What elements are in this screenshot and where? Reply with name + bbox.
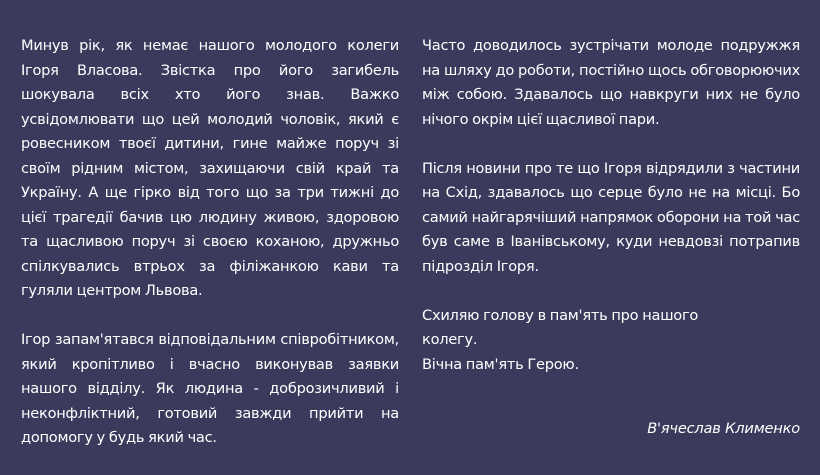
left-paragraph-1: Минув рік, як немає нашого молодого колеги Ігоря Власова. Звістка про його загибель шокувала всіх хто його знав. Важко усвідомлювати що цей молодий чоловік, який є ровесником твоєї дитини, гине майже поруч зі своїм рідним містом, захищаючи свій край та Україну. А ще гірко від того що за три тижні до цієї трагедії бачив цю людину живою, здоровою та щасливою поруч зі своєю коханою, дружньо спілкувались втрьох за філіжанкою кави та гуляли центром Львова. [21,37,399,299]
tribute-line-2: колегу. [422,331,478,348]
right-column [422,34,800,402]
tribute-line-3: Вічна пам'ять Герою. [422,355,579,373]
right-paragraph-1: Часто доводилось зустрічати молоде подружжя на шляху до роботи, постійно щось обговорюючих між собою. Здавалось що навкруги них не було нічого окрім цієї щасливої пари. [422,37,800,128]
author-signature: В'ячеслав Клименко [647,420,800,437]
left-column [21,34,399,475]
right-paragraph-2: Після новини про те що Ігоря відрядили з частини на Схід, здавалось що серце було не на місці. Бо самий найгарячіший напрямок оборони на той час був саме в Іванівському, куди невдовзі потрапив підрозділ Ігоря. [422,159,800,275]
left-paragraph-2: Ігор запам'ятався відповідальним співробітником, який кропітливо і вчасно виконував заявки нашого відділу. Як людина - доброзичливий і неконфліктний, готовий завжди прийти на допомогу у будь який час. [21,331,399,446]
tribute-line-1: Схиляю голову в пам'ять про нашого [422,306,699,324]
right-paragraph-3 [422,304,800,378]
